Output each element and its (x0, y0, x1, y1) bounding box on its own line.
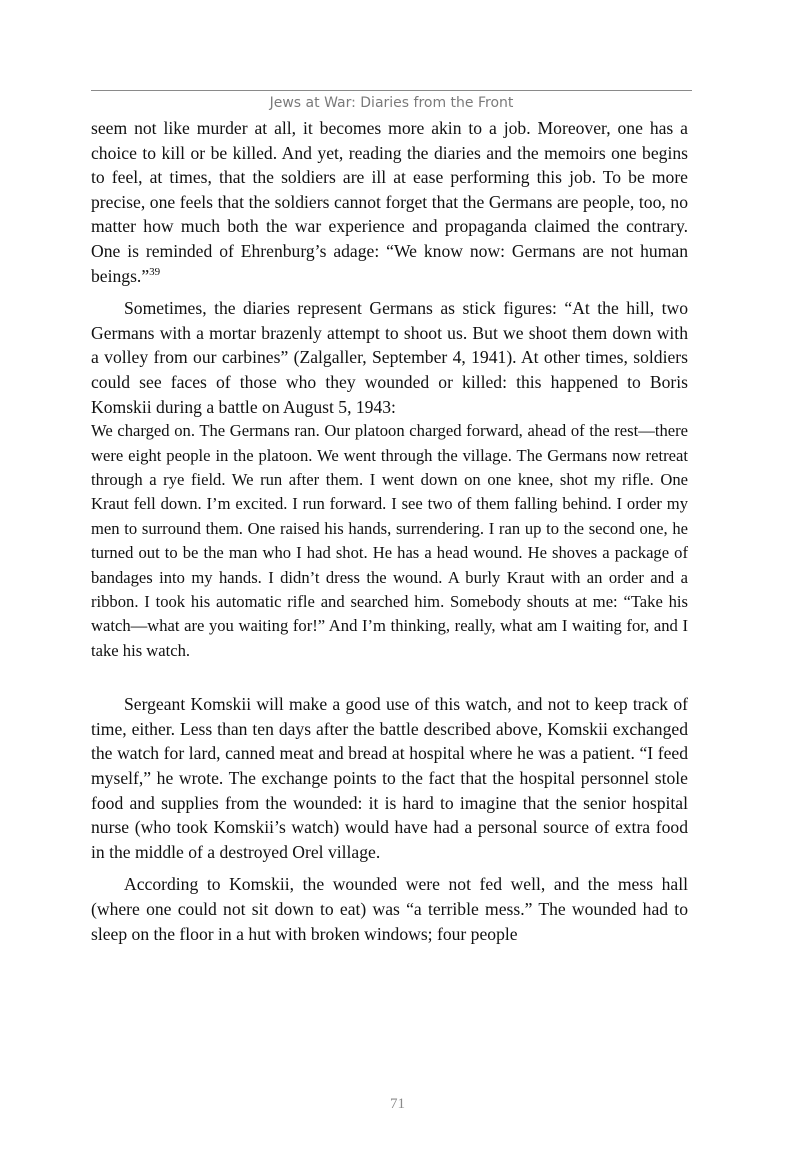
paragraph-1 (91, 116, 688, 288)
footnote-marker: 39 (149, 265, 161, 278)
block-quote: We charged on. The Germans ran. Our platoon charged forward, ahead of the rest—there were eight people in the platoon. We went through the village. The Germans now retreat through a rye field. We run after them. I went down on one knee, shot my rifle. One Kraut fell down. I’m excited. I run forward. I see two of them falling behind. I order my men to surround them. One raised his hands, surrendering. I ran up to the second one, he turned out to be the man who I had shot. He has a head wound. He shoves a package of bandages into my hands. I didn’t dress the wound. A burly Kraut with an order and a ribbon. I took his automatic rifle and searched him. Somebody shouts at me: “Take his watch—what are you waiting for!” And I’m thinking, really, what am I waiting for, and I take his watch. (91, 421, 688, 660)
running-head: Jews at War: Diaries from the Front (269, 95, 514, 111)
paragraph-3: Sergeant Komskii will make a good use of this watch, and not to keep track of time, either. Less than ten days after the battle described above, Komskii exchanged the watch for lard, canned meat and bread at hospital where he was a patient. “I feed myself,” he wrote. The exchange points to the fact that the hospital personnel stole food and supplies from the wounded: it is hard to imagine that the senior hospital nurse (who took Komskii’s watch) would have had a personal source of extra food in the middle of a destroyed Orel village. (91, 694, 688, 862)
body-text (91, 116, 688, 946)
header-rule (91, 90, 692, 91)
page-number: 71 (390, 1096, 405, 1112)
paragraph-1-text: seem not like murder at all, it becomes more akin to a job. Moreover, one has a choice to kill or be killed. And yet, reading the diaries and the memoirs one begins to feel, at times, that the soldiers are ill at ease performing this job. To be more precise, one feels that the soldiers cannot forget that the Germans are people, too, no matter how much both the war experience and propaganda claimed the contrary. One is reminded of Ehrenburg’s adage: “We know now: Germans are not human beings.” (91, 118, 688, 286)
paragraph-4: According to Komskii, the wounded were not fed well, and the mess hall (where one could not sit down to eat) was “a terrible mess.” The wounded had to sleep on the floor in a hut with broken windows; four people (91, 874, 688, 944)
paragraph-2: Sometimes, the diaries represent Germans as stick figures: “At the hill, two Germans with a mortar brazenly attempt to shoot us. But we shoot them down with a volley from our carbines” (Zalgaller, September 4, 1941). At other times, soldiers could see faces of those who they wounded or killed: this happened to Boris Komskii during a battle on August 5, 1943: (91, 298, 688, 417)
